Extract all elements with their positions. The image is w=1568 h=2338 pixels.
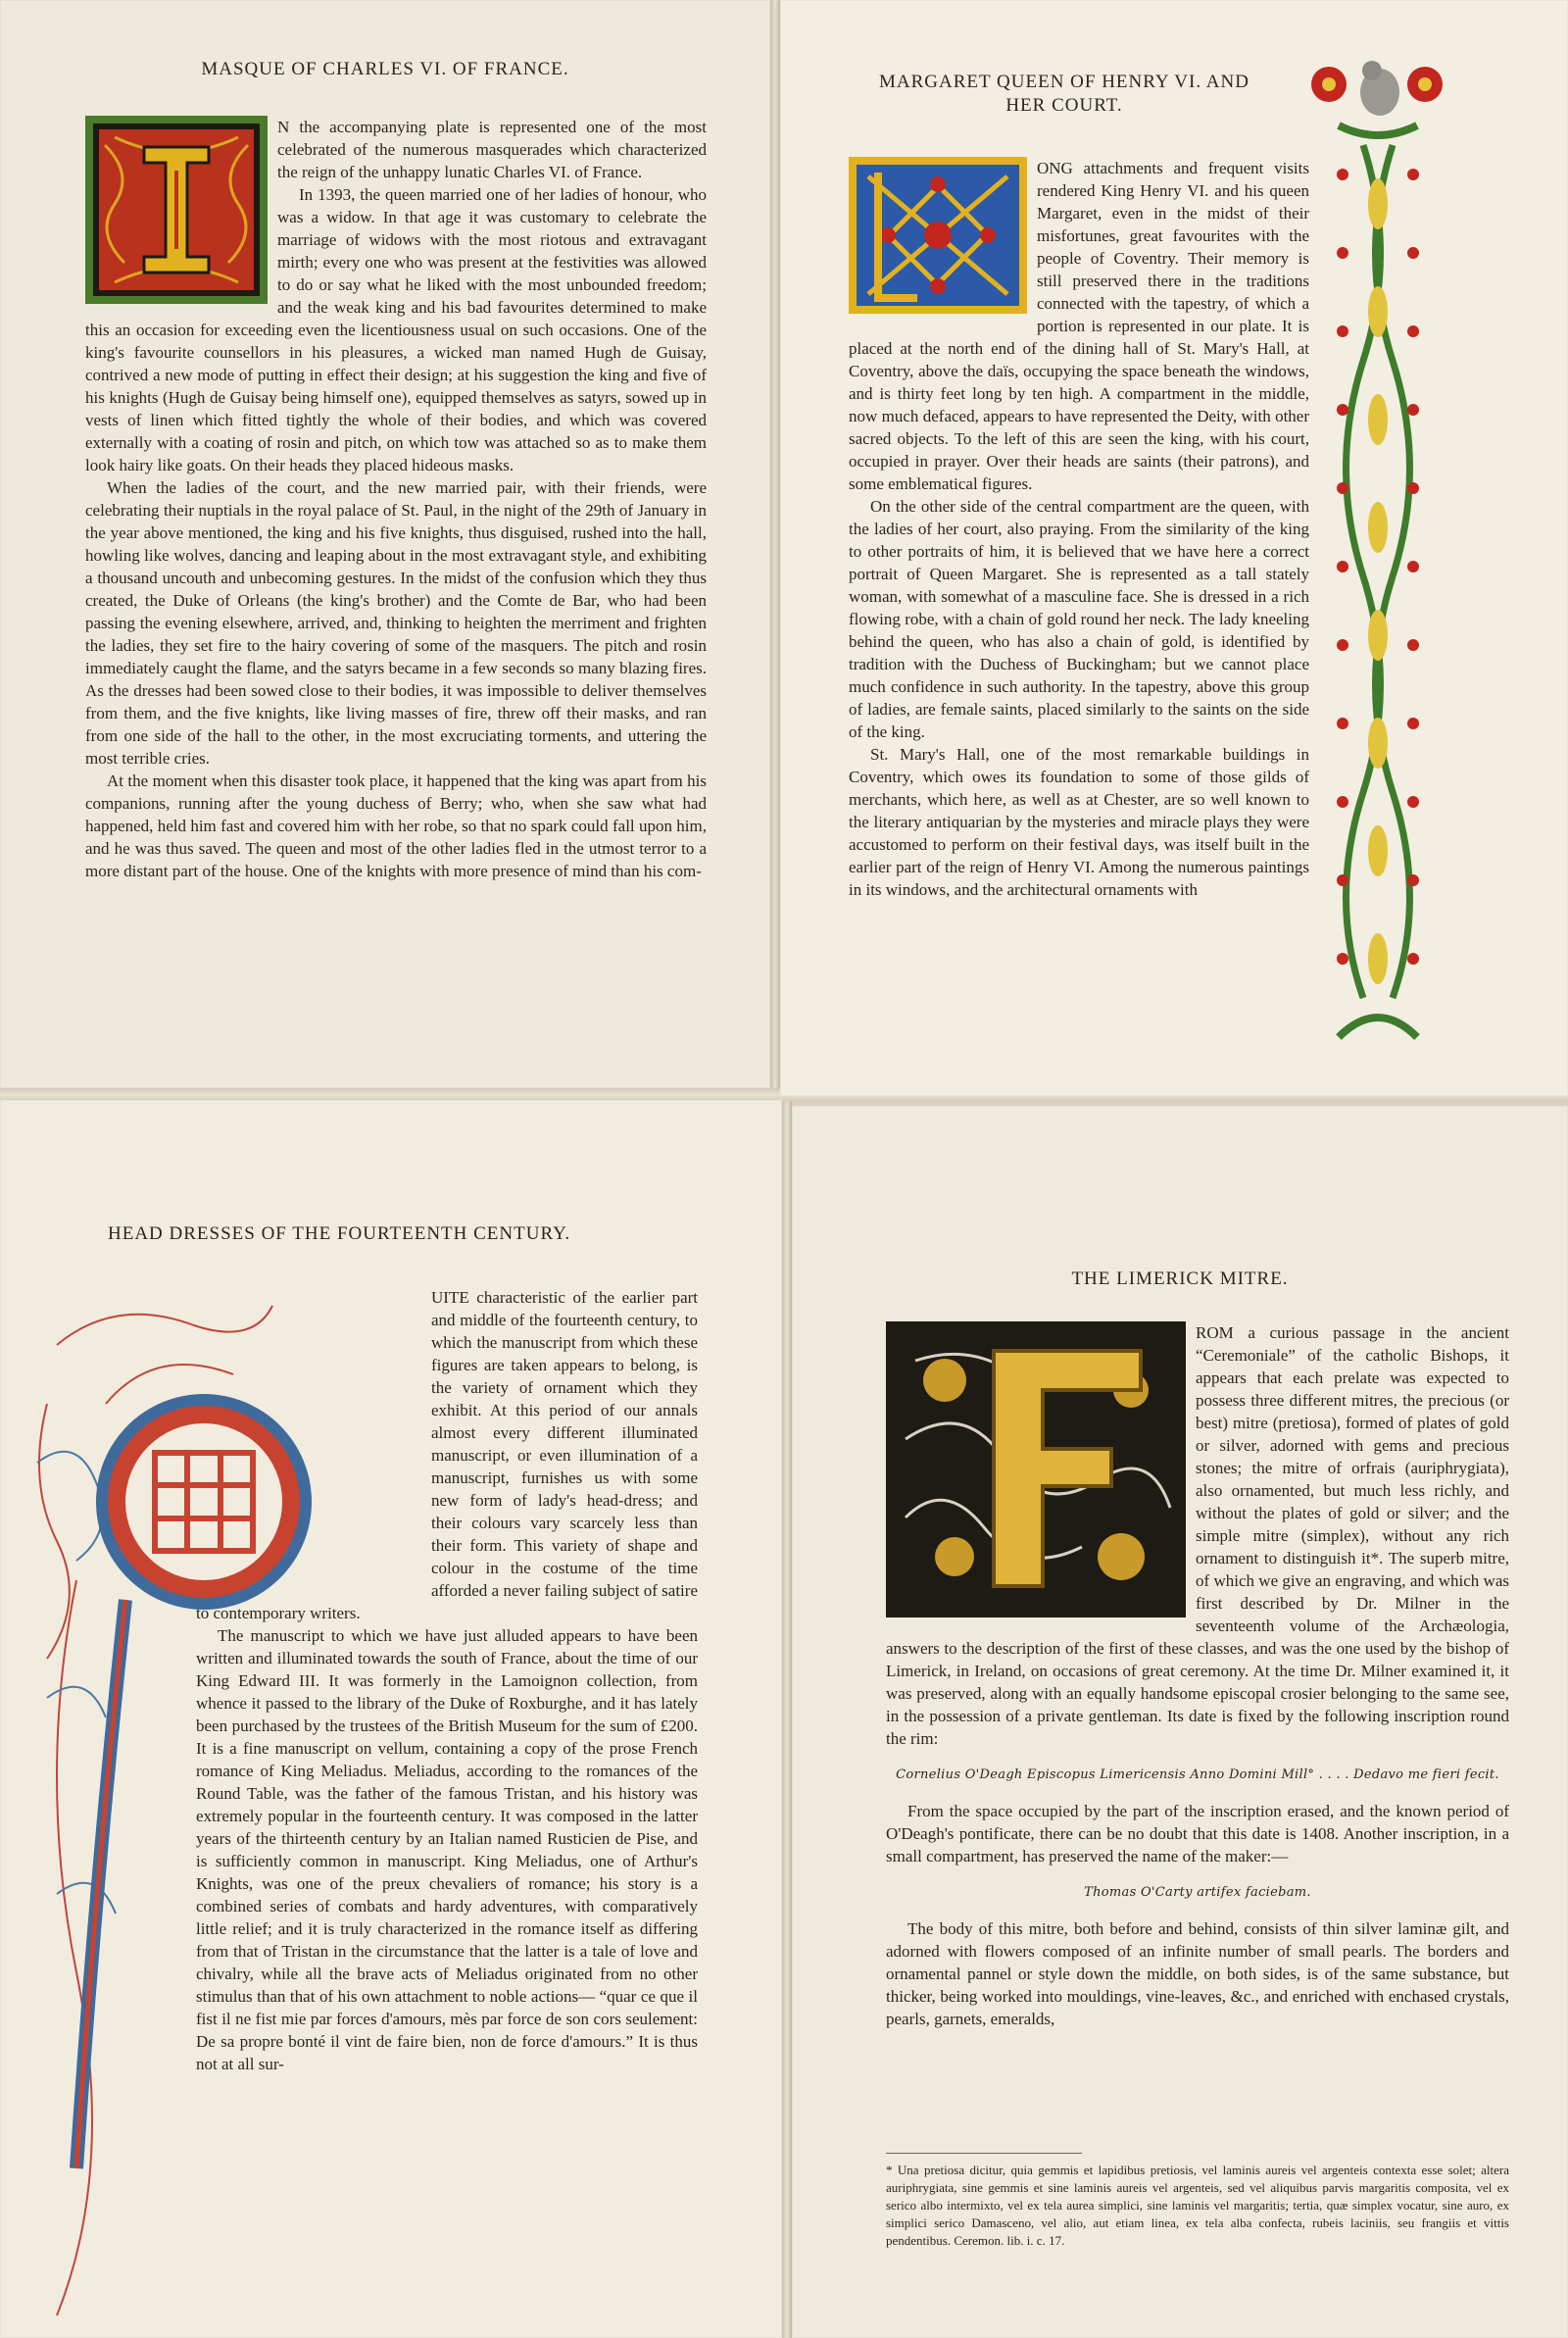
- paragraph: When the ladies of the court, and the new married pair, with their friends, were celebrating their nuptials in the royal palace of St. Paul, in the night of the 29th of January in the year above mentioned, the king and his five knights, thus disguised, rushed into the hall, howling like wolves, dancing and leaping about in the most extravagant style, and exhibiting a thousand uncouth and unbecoming gestures. In the midst of the confusion which they thus created, the Duke of Orleans (the king's brother) and the Comte de Bar, who had been passing the evening elsewhere, arrived, and, thinking to heighten the merriment and frighten the ladies, they set fire to the hairy covering of some of the masquers. The pitch and rosin immediately caught the flame, and the satyrs became in a few seconds so many blazing fires. As the dresses had been sowed close to their bodies, it was impossible to deliver themselves from them, and the five knights, like living masses of fire, threw off their masks, and ran from one side of the hall to the other, in the most excruciating torments, and uttering the most terrible cries.: [85, 478, 707, 768]
- paragraph: At the moment when this disaster took place, it happened that the king was apart from his companions, running after the young duchess of Berry; who, when she saw what had happened, held him fast and covered him with her robe, so that no spark could fall upon him, and he was thus saved. The queen and most of the other ladies fled in the utmost terror to a more distant part of the house. One of the knights with more presence of mind than his com-: [85, 771, 707, 880]
- paragraph: In 1393, the queen married one of her ladies of honour, who was a widow. In that age it was customary to celebrate the marriage of widows with the most riotous and extravagant mirth; every one who was present at the festivities was allowed to do or say what he liked with the most unbounded freedom; and the weak king and his bad favourites determined to make this an occasion for exceeding even the licentiousness usual on such occasions. One of the king's favourite counsellors in his pleasures, a wicked man named Hugh de Guisay, contrived a new mode of putting in effect their design; at his suggestion the king and five of his knights (Hugh de Guisay being himself one), equipped themselves as satyrs, sowed up in vests of linen which fitted tightly the whole of their bodies, and which was covered externally with a coating of rosin and pitch, on which tow was attached so as to make them look hairy like goats. On their heads they placed hideous masks.: [85, 185, 707, 474]
- title-line-1: MARGARET QUEEN OF HENRY VI. AND: [879, 72, 1250, 92]
- page-title: MASQUE OF CHARLES VI. OF FRANCE.: [201, 59, 569, 79]
- paragraph: ONG attachments and frequent visits rendered King Henry VI. and his queen Margaret, even in the midst of their misfortunes, great favourites with the people of Coventry. Their memory is still preserved there in the traditions connected with the tapestry, of which a portion is represented in our plate. It is placed at the north end of the dining hall of St. Mary's Hall, at Coventry, above the daïs, occupying the space beneath the windows, and is thirty feet long by ten high. A compartment in the middle, now much defaced, appears to have represented the Deity, with other sacred objects. To the left of this are seen the king, with his court, occupied in prayer. Over their heads are saints (their patrons), and some emblematical figures.: [849, 159, 1309, 493]
- page-mitre: [792, 1106, 1568, 2338]
- paragraph: On the other side of the central compartment are the queen, with the ladies of her court, also praying. From the similarity of the king to other portraits of him, it is believed that we have here a correct portrait of Queen Margaret. She is represented as a tall stately woman, with somewhat of a masculine face. She is dressed in a rich flowing robe, with a chain of gold round her neck. The lady kneeling behind the queen, who has also a chain of gold, is identified by tradition with the Duchess of Buckingham; but we cannot place much confidence in such authority. In the tapestry, above this group of ladies, are female saints, placed similarly to the saints on the side of the king.: [849, 497, 1309, 741]
- page-masque: [0, 0, 770, 1088]
- page-title: THE LIMERICK MITRE.: [1071, 1268, 1289, 1289]
- paragraph: St. Mary's Hall, one of the most remarkable buildings in Coventry, which owes its foundation to some of those gilds of merchants, which here, as well as at Chester, are so well known to the literary antiquarian by the mysteries and miracle plays they were accustomed to perform on their festival days, was itself built in the earlier part of the reign of Henry VI. Among the numerous paintings in its windows, and the architectural ornaments with: [849, 745, 1309, 899]
- paragraph: ROM a curious passage in the ancient “Ceremoniale” of the catholic Bishops, it appears that each prelate was expected to possess three different mitres, the precious (or best) mitre (pretiosa), formed of plates of gold or silver, adorned with gems and precious stones; the mitre of orfrais (auriphrygiata), also ornamented, but much less richly, and without the plates of gold or silver; and the simple mitre (simplex), without any rich ornament to distinguish it*. The superb mitre, of which we give an engraving, and which was first described by Dr. Milner in the seventeenth volume of the Archæologia, answers to the description of the first of these classes, and was the one used by the bishop of Limerick, in Ireland, on occasions of great ceremony. At the time Dr. Milner examined it, it was preserved, along with an equally handsome episcopal crosier belonging to the same see, in the possession of a private gentleman. Its date is fixed by the following inscription round the rim:: [886, 1323, 1509, 1748]
- illuminated-initial-i: [85, 116, 268, 304]
- page-title: HEAD DRESSES OF THE FOURTEENTH CENTURY.: [108, 1223, 571, 1244]
- page-headdresses: [0, 1100, 782, 2338]
- footnote-rule: [886, 2153, 1082, 2154]
- paragraph: The manuscript to which we have just alluded appears to have been written and illuminated towards the south of France, about the time of our King Edward III. It was formerly in the Lamoignon collection, from whence it passed to the library of the Duke of Roxburghe, and it has lately been purchased by the trustees of the British Museum for the sum of £200. It is a fine manuscript on vellum, containing a copy of the prose French romance of King Meliadus. Meliadus, according to the romances of the Round Table, was the father of the famous Tristan, and his history was extremely popular in the fourteenth century. It was composed in the latter years of the thirteenth century by an Italian named Rusticien de Pise, and is sufficiently common in manuscript. King Meliadus, one of Arthur's Knights, was one of the preux chevaliers of romance; his story is a combined series of combats and hardy adventures, with comparatively little relief; and it is truly characterized in the romance itself as differing from that of Tristan in the circumstance that the latter is a tale of love and chivalry, while all the brave acts of Meliadus originated from no other stimulus than that of his own attachment to noble actions— “quar ce que il fist il ne fist mie par forces d'amours, mès par force de son cors seulement: De sa propre bonté il vint de faire bien, non de force d'amours.” It is thus not at all sur-: [196, 1626, 698, 2073]
- illuminated-initial-l: [849, 157, 1027, 314]
- page-body: [849, 157, 1309, 901]
- book-spine-bottom: [782, 1098, 792, 2338]
- paragraph: UITE characteristic of the earlier part and middle of the fourteenth century, to which the manuscript from which these figures are taken appears to belong, is the variety of ornament which they exhibit. At this period of our annals almost every different illuminated manuscript, or even illumination of a manuscript, furnishes us with some new form of lady's head-dress; and their colours vary scarcely less than their form. This variety of shape and colour in the costume of the time afforded a never failing subject of satire to contemporary writers.: [196, 1288, 698, 1622]
- paragraph: The body of this mitre, both before and behind, consists of thin silver laminæ gilt, and adorned with flowers composed of an infinite number of small pearls. The borders and ornamental pannel or style down the middle, on both sides, is of the same substance, but thicker, being worked into mouldings, vine-leaves, &c., and enriched with enchased crystals, pearls, garnets, emeralds,: [886, 1919, 1509, 2028]
- title-line-2: HER COURT.: [1005, 95, 1123, 116]
- illuminated-initial-f: [886, 1321, 1186, 1617]
- inscription: Cornelius O'Deagh Episcopus Limericensis Anno Domini Mill° . . . . Dedavo me fieri fecit.: [896, 1767, 1499, 1782]
- page-body: [886, 1321, 1509, 2030]
- page-title: [819, 71, 1309, 118]
- vine-border-icon: [1309, 57, 1446, 1057]
- footnote-text: * Una pretiosa dicitur, quia gemmis et lapidibus pretiosis, vel laminis aureis vel argenteis contexta esse solet; altera auriphrygiata, sine gemmis et sine laminis aureis vel argenteis, sed vel aliquibus parvis margaritis composita, vel ex serico albo intermixto, vel ex tela aurea simplici, sine laminis vel margaritis; tertia, quæ simplex vocatur, sine auro, ex simplici serico Damasceno, vel alio, aut etiam linea, ex tela alba confecta, rubeis laciniis, seu frangiis et vittis pendentibus. Ceremon. lib. i. c. 17.: [886, 2163, 1509, 2248]
- page-body: [85, 116, 707, 882]
- page-margaret: [780, 0, 1568, 1096]
- page-body: [196, 1286, 698, 2075]
- footnote: [886, 2153, 1509, 2250]
- paragraph: N the accompanying plate is represented one of the most celebrated of the numerous masquerades which characterized the reign of the unhappy lunatic Charles VI. of France.: [277, 118, 707, 181]
- initial-space: [196, 1286, 431, 1580]
- paragraph: From the space occupied by the part of the inscription erased, and the known period of O'Deagh's pontificate, there can be no doubt that this date is 1408. Another inscription, in a small compartment, has preserved the name of the maker:—: [886, 1802, 1509, 1865]
- inscription: Thomas O'Carty artifex faciebam.: [1084, 1885, 1311, 1900]
- book-spine-top: [770, 0, 780, 1098]
